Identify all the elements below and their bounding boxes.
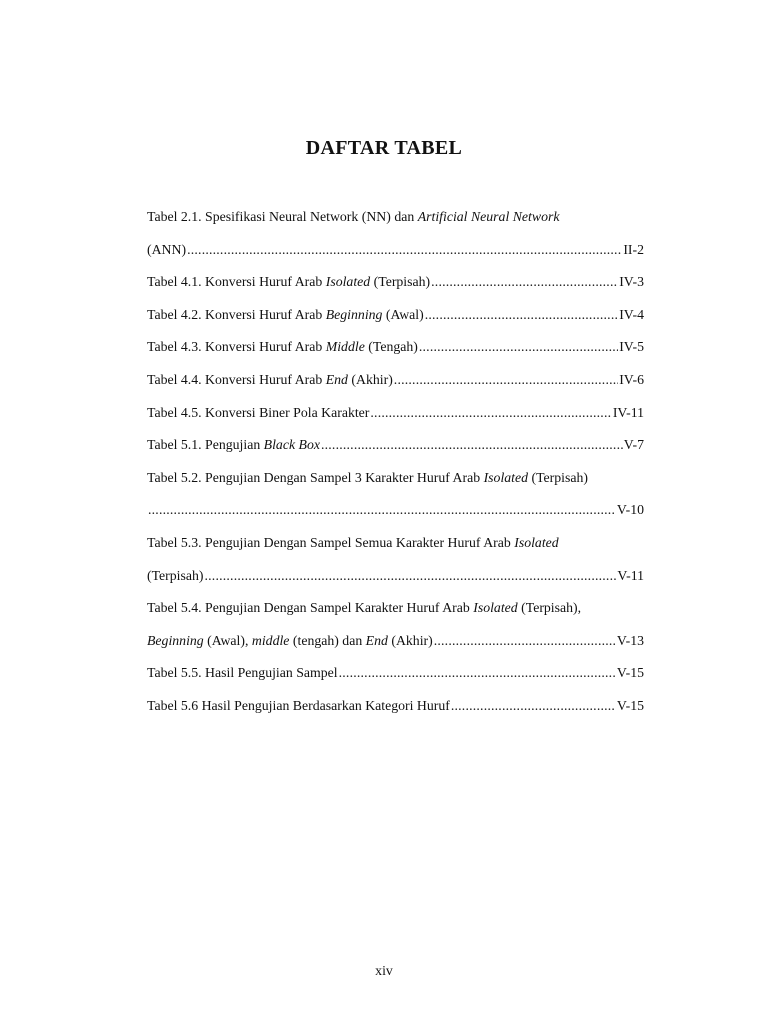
italic-term: End <box>325 372 348 387</box>
italic-term: Middle <box>325 339 365 354</box>
table-entry-line <box>147 272 644 292</box>
dot-leader <box>425 305 618 325</box>
page-reference: V-15 <box>616 665 644 680</box>
italic-term: Isolated <box>483 470 529 485</box>
entry-text: (ANN) <box>147 242 187 257</box>
dot-leader <box>205 566 617 586</box>
entry-text: (Tengah) <box>364 339 418 354</box>
page-reference: IV-5 <box>619 339 644 354</box>
table-entry-title <box>147 240 186 260</box>
table-entry-title <box>147 207 559 227</box>
table-entry-line <box>147 435 644 455</box>
table-entry-title <box>147 435 320 455</box>
italic-term: Artificial Neural Network <box>417 209 560 224</box>
page-reference: V-7 <box>623 437 644 452</box>
table-entry-line <box>147 240 644 260</box>
italic-term: Isolated <box>514 535 559 550</box>
table-entry-line <box>147 598 644 618</box>
entry-text: (Awal), <box>203 633 252 648</box>
table-entry-line <box>147 305 644 325</box>
table-entry-title <box>147 468 588 488</box>
table-entry-line <box>147 403 644 423</box>
page-reference: IV-6 <box>619 372 644 387</box>
entry-text: Tabel 4.4. Konversi Huruf Arab <box>147 372 326 387</box>
entry-text: (Akhir) <box>347 372 393 387</box>
table-entry-title <box>147 305 424 325</box>
table-entry-title <box>147 272 430 292</box>
entry-text: (Terpisah) <box>528 470 588 485</box>
table-entry-line <box>147 566 644 586</box>
entry-text: (Akhir) <box>387 633 433 648</box>
table-entry-line <box>147 500 644 520</box>
dot-leader <box>394 370 618 390</box>
entry-text: Tabel 5.6 Hasil Pengujian Berdasarkan Kategori Huruf <box>147 698 450 713</box>
table-entry-line <box>147 207 644 227</box>
italic-term: middle <box>251 633 290 648</box>
entry-text: (Terpisah) <box>370 274 431 289</box>
entry-text: (tengah) dan <box>289 633 366 648</box>
italic-term: Isolated <box>473 600 518 615</box>
page-reference: V-15 <box>616 698 644 713</box>
dot-leader <box>148 500 616 520</box>
table-entry-title <box>147 533 559 553</box>
entry-text: Tabel 5.2. Pengujian Dengan Sampel 3 Karakter Huruf Arab <box>147 470 484 485</box>
entry-text: Tabel 4.3. Konversi Huruf Arab <box>147 339 326 354</box>
table-entry-title <box>147 663 338 683</box>
table-entry-line <box>147 468 644 488</box>
table-entry-line <box>147 631 644 651</box>
table-entry-line <box>147 533 644 553</box>
italic-term: Black Box <box>263 437 320 452</box>
italic-term: Isolated <box>325 274 371 289</box>
dot-leader <box>339 663 616 683</box>
page-reference: II-2 <box>623 242 644 257</box>
dot-leader <box>187 240 622 260</box>
italic-term: Beginning <box>147 633 204 648</box>
entry-text: Tabel 5.3. Pengujian Dengan Sampel Semua Karakter Huruf Arab <box>147 535 515 550</box>
dot-leader <box>370 403 611 423</box>
italic-term: End <box>365 633 388 648</box>
page-number: xiv <box>375 963 393 978</box>
entry-text: (Awal) <box>382 307 424 322</box>
dot-leader <box>419 337 618 357</box>
entry-text: (Terpisah), <box>517 600 582 615</box>
page-reference: V-11 <box>617 568 644 583</box>
entry-text: (Terpisah) <box>147 568 204 583</box>
italic-term: Beginning <box>325 307 383 322</box>
entry-text: Tabel 2.1. Spesifikasi Neural Network (NN) dan <box>147 209 418 224</box>
dot-leader <box>321 435 623 455</box>
table-entry-title <box>147 696 450 716</box>
table-entry-title <box>147 566 204 586</box>
entry-text: Tabel 5.5. Hasil Pengujian Sampel <box>147 665 338 680</box>
dot-leader <box>431 272 618 292</box>
page-reference: V-13 <box>616 633 644 648</box>
page-title: DAFTAR TABEL <box>305 137 463 159</box>
table-entry-line <box>147 337 644 357</box>
table-entry-title <box>147 598 581 618</box>
entry-text: Tabel 4.2. Konversi Huruf Arab <box>147 307 326 322</box>
entry-text: Tabel 4.1. Konversi Huruf Arab <box>147 274 326 289</box>
page-reference: V-10 <box>616 502 644 517</box>
table-entry-title <box>147 403 369 423</box>
table-entry-title <box>147 631 433 651</box>
page-reference: IV-3 <box>619 274 644 289</box>
table-entry-title <box>147 337 418 357</box>
table-entry-line <box>147 696 644 716</box>
page-reference: IV-11 <box>612 405 644 420</box>
table-entry-line <box>147 370 644 390</box>
page-reference: IV-4 <box>619 307 644 322</box>
table-entry-line <box>147 663 644 683</box>
entry-text: Tabel 4.5. Konversi Biner Pola Karakter <box>147 405 370 420</box>
table-entry-title <box>147 370 393 390</box>
entry-text: Tabel 5.1. Pengujian <box>147 437 264 452</box>
entry-text: Tabel 5.4. Pengujian Dengan Sampel Karakter Huruf Arab <box>147 600 474 615</box>
dot-leader <box>434 631 616 651</box>
dot-leader <box>451 696 616 716</box>
